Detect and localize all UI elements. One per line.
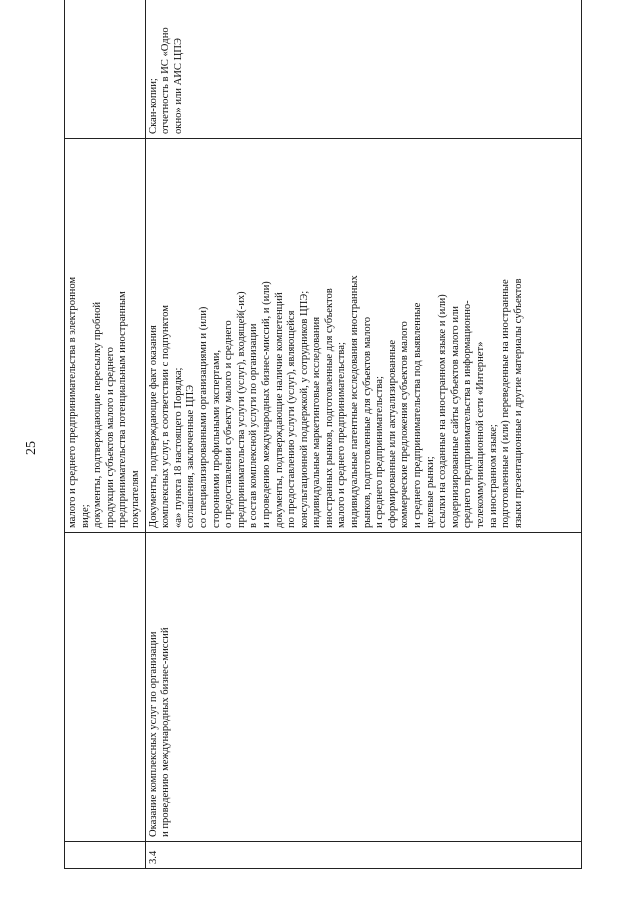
doc-line: предпринимательства потенциальным иностранным bbox=[117, 291, 129, 528]
form-line: окно» или АИС ЦПЭ bbox=[172, 38, 184, 134]
doc-line: о предоставлении субъекту малого и среднего bbox=[223, 320, 235, 528]
doc-line: среднего предпринимательства в информационно- bbox=[462, 300, 474, 528]
doc-line: консультационной поддержкой, у сотрудников ЦПЭ; bbox=[298, 290, 310, 528]
doc-line: коммерческие предложения субъектов малого bbox=[399, 321, 411, 528]
page-number: 25 bbox=[24, 441, 39, 455]
row-number: 3.4 bbox=[147, 850, 159, 864]
doc-line: и среднего предпринимательства под выявленные bbox=[412, 302, 424, 528]
doc-line: модернизированные сайты субъектов малого или bbox=[449, 306, 461, 528]
doc-line: и проведению международных бизнес-миссий, и (или) bbox=[260, 281, 272, 528]
table-row bbox=[145, 0, 581, 869]
doc-line: по предоставлению услуги (услуг), являющейся bbox=[286, 310, 298, 528]
doc-line: покупателям bbox=[129, 470, 141, 528]
doc-line: иностранных рынков, подготовленные для субъектов bbox=[323, 288, 335, 528]
doc-line: Документы, подтверждающие факт оказания bbox=[147, 325, 159, 528]
doc-line: сформированные или актуализированные bbox=[386, 339, 398, 528]
rotated-table-container bbox=[64, 27, 582, 869]
form-line: Скан-копии; bbox=[147, 78, 159, 134]
doc-line: целевые рынки; bbox=[424, 456, 436, 528]
cell-documents bbox=[145, 139, 581, 533]
cell-number bbox=[145, 842, 581, 869]
doc-line: продукции субъектов малого и среднего bbox=[104, 347, 116, 528]
doc-line: подготовленные и (или) переведенные на иностранные bbox=[500, 279, 512, 528]
service-line: Оказание комплексных услуг по организации bbox=[147, 631, 159, 837]
service-line: и проведению международных бизнес-миссий bbox=[160, 627, 172, 837]
doc-line: соглашения, заключенные ЦПЭ bbox=[185, 384, 197, 528]
cell-service bbox=[145, 533, 581, 842]
doc-line: на иностранном языке; bbox=[487, 424, 499, 528]
doc-line: индивидуальные патентные исследования иностранных bbox=[349, 275, 361, 528]
table-row bbox=[65, 0, 146, 869]
doc-line: малого и среднего предпринимательства; bbox=[336, 342, 348, 528]
doc-line: и среднего предпринимательства; bbox=[374, 376, 386, 528]
cell-documents-continued bbox=[65, 139, 146, 533]
cell-form-empty bbox=[65, 0, 146, 139]
cell-service-empty bbox=[65, 533, 146, 842]
doc-line: документы, подтверждающие наличие компетенций bbox=[273, 292, 285, 528]
doc-line: виде; bbox=[79, 504, 91, 528]
doc-line: со специализированными организациями и (или) bbox=[197, 306, 209, 528]
doc-line: ссылки на созданные на иностранном языке и (или) bbox=[437, 294, 449, 528]
doc-line: малого и среднего предпринимательства в электронном bbox=[67, 276, 78, 528]
doc-line: «а» пункта 18 настоящего Порядка; bbox=[172, 367, 184, 528]
cell-number-empty bbox=[65, 842, 146, 869]
doc-line: индивидуальные маркетинговые исследования bbox=[311, 316, 323, 528]
doc-line: телекоммуникационной сети «Интернет» bbox=[475, 341, 486, 528]
form-line: отчетность в ИС «Одно bbox=[160, 27, 172, 134]
doc-line: сторонними профильными экспертами, bbox=[210, 350, 222, 528]
doc-line: предпринимательства услуги (услуг), входящей(-их) bbox=[235, 291, 247, 528]
doc-line: комплексных услуг, в соответствии с подпунктом bbox=[160, 305, 172, 528]
cell-form bbox=[145, 0, 581, 139]
doc-line: рынков, подготовленные для субъектов малого bbox=[361, 316, 373, 528]
doc-line: в состав комплексной услуги по организации bbox=[248, 323, 260, 528]
requirements-table bbox=[64, 0, 582, 869]
doc-line: документы, подтверждающие пересылку пробной bbox=[92, 301, 104, 528]
doc-line: языки презентационные и другие материалы субъектов bbox=[512, 278, 524, 528]
